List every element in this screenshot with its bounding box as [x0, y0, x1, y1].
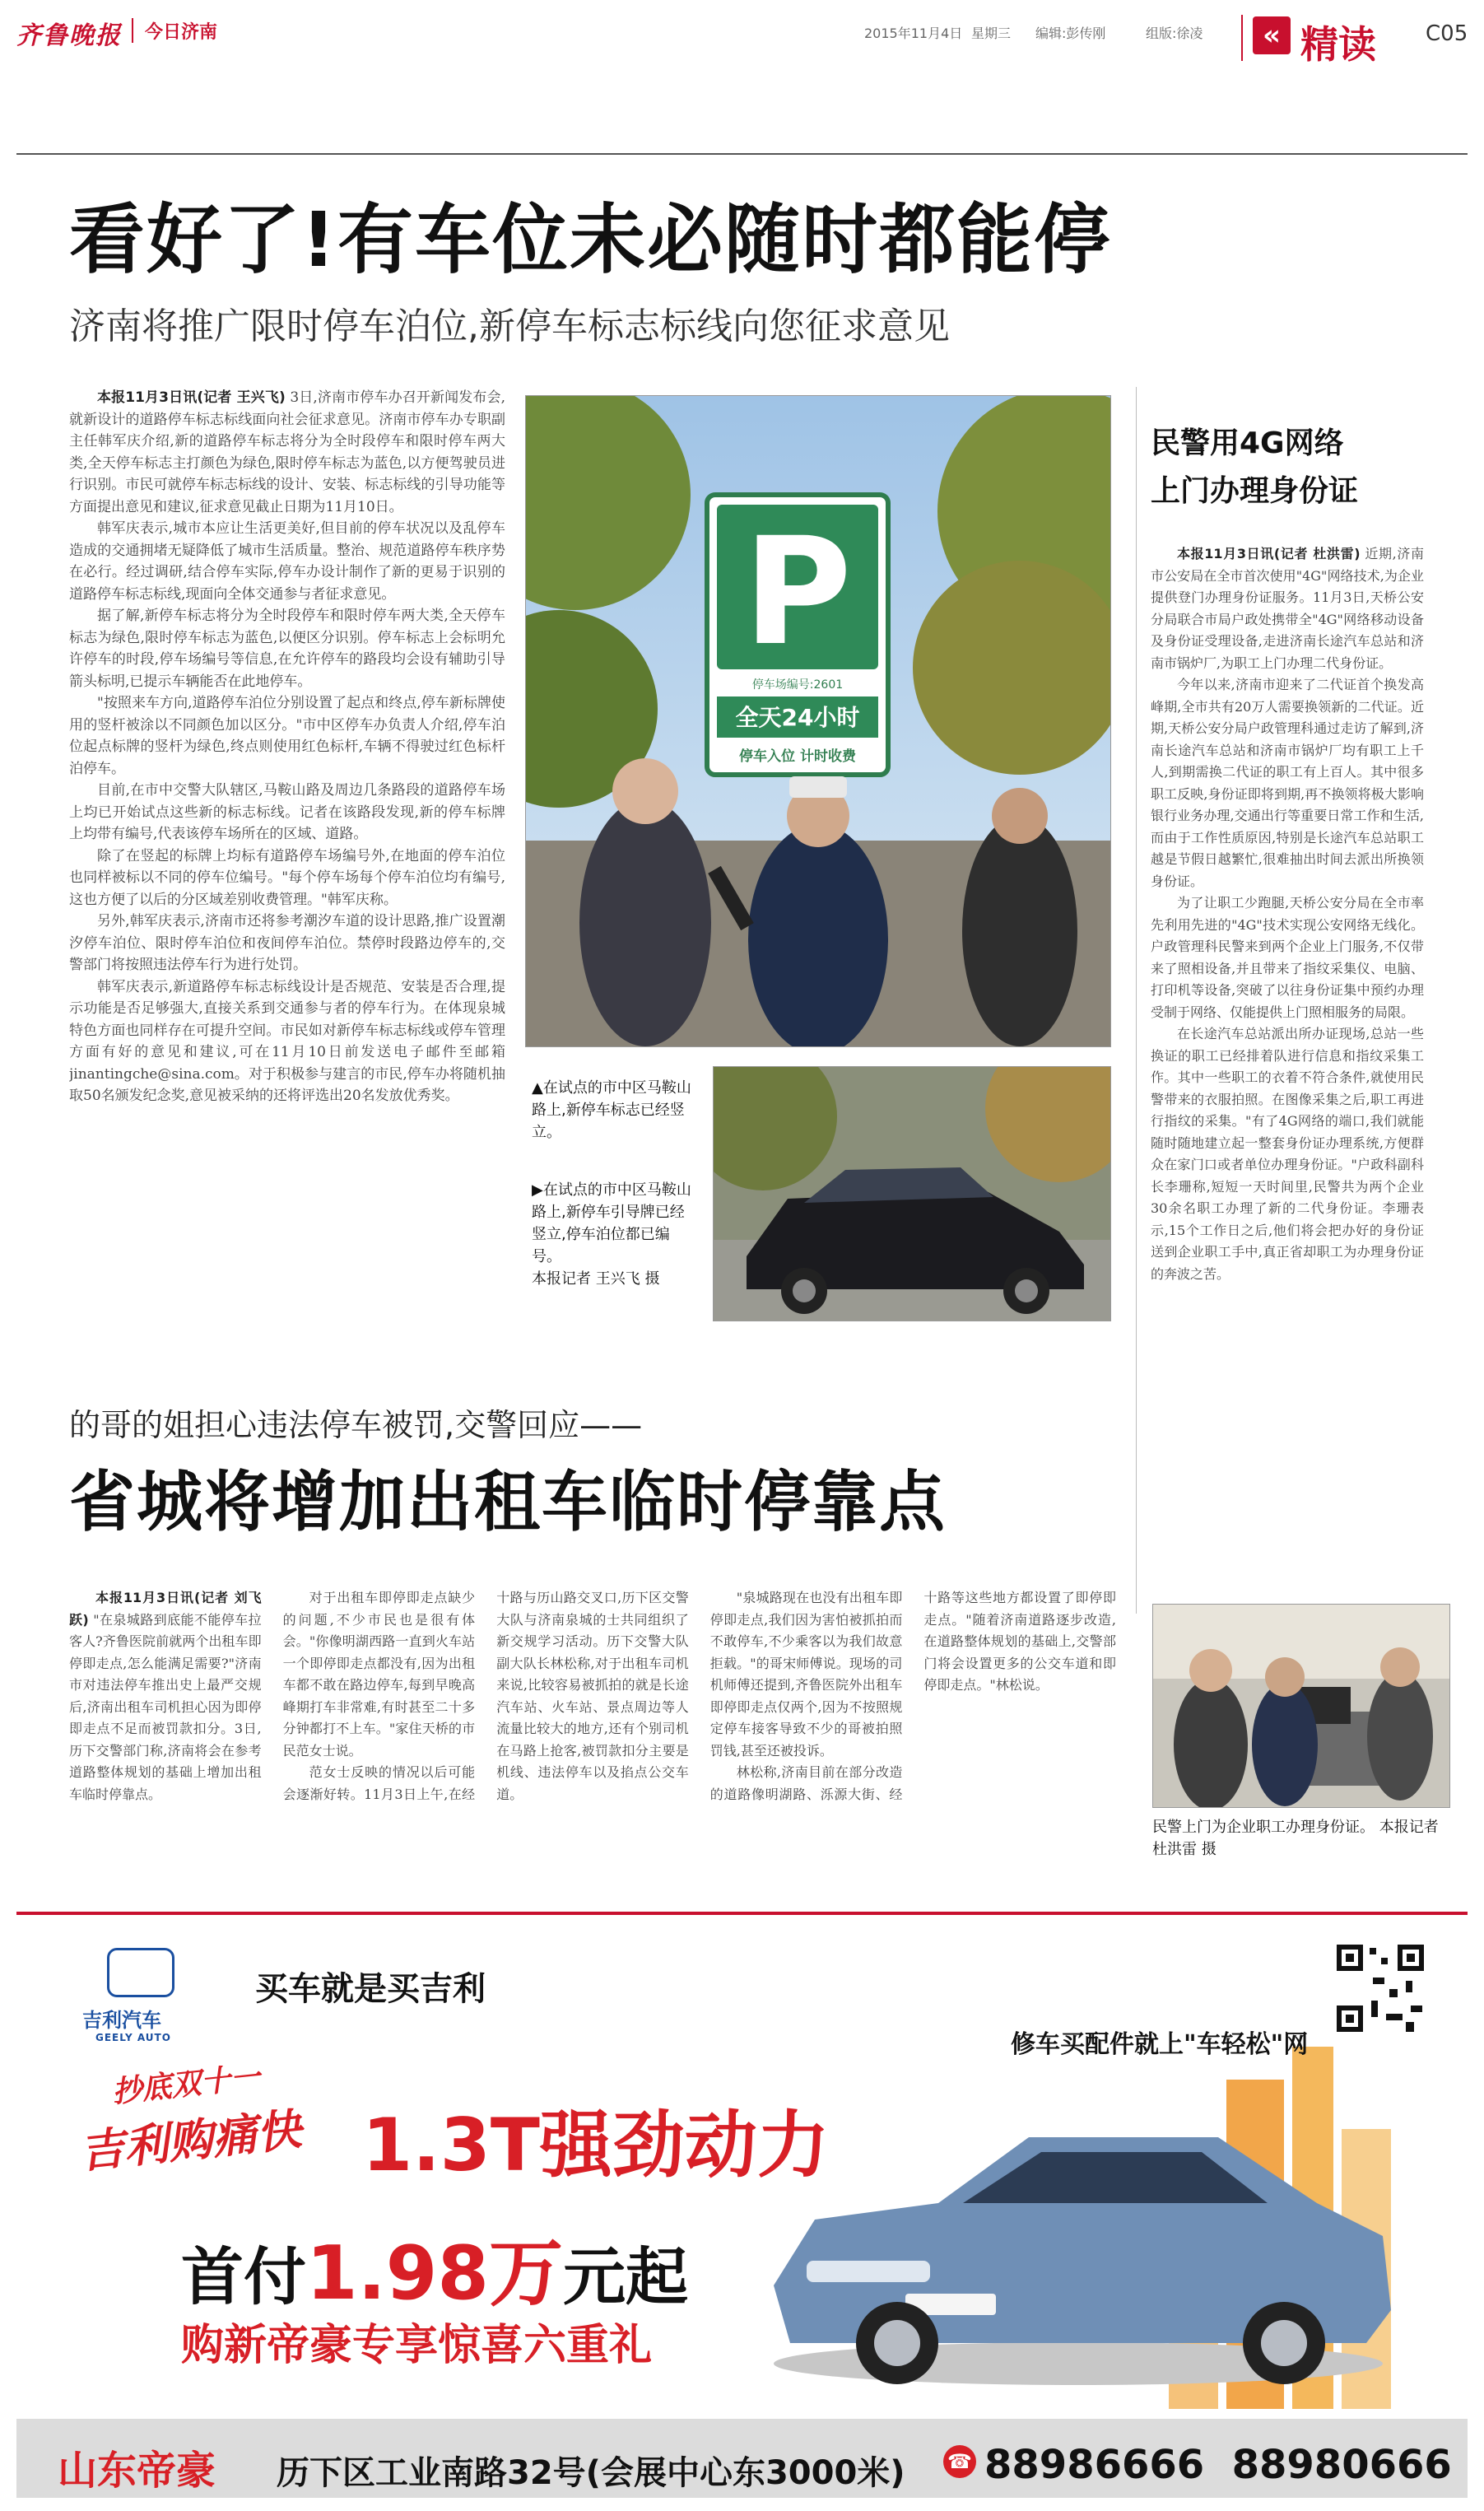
brand-name: 吉利汽车: [82, 2009, 161, 2032]
paragraph: "按照来车方向,道路停车泊位分别设置了起点和终点,停车新标牌使用的竖杆被涂以不同颜色加以区分。"市中区停车办负责人介绍,停车泊位起点标牌的竖杆为绿色,终点则使用红色标杆,车辆不得驶过红色标杆泊停车。: [69, 695, 505, 777]
photo-parked-car: [713, 1066, 1111, 1321]
caption-id-service: 民警上门为企业职工办理身份证。 本报记者 杜洪雷 摄: [1152, 1819, 1439, 1858]
parking-sign-photo-graphic: [526, 396, 1110, 1046]
sign-note: 停车入位 计时收费: [739, 748, 856, 765]
channel-name: 精读: [1300, 22, 1376, 67]
paragraph: 对于出租车即停即走点缺少的问题,不少市民也是很有体会。"你像明湖西路一直到火车站一个即停即走点都没有,因为出租车都不敢在路边停车,每到早晚高峰期打车非常难,有时甚至二十多分钟都打不上车。"家住天桥的市民范女士说。: [282, 1590, 476, 1759]
qr-code-icon: [1332, 1940, 1429, 2037]
photo-id-service: [1152, 1604, 1450, 1808]
chevron-left-icon: «: [1253, 16, 1291, 54]
ad-slogan: 买车就是买吉利: [255, 1970, 486, 2008]
article-taxi-body: [69, 1587, 1116, 1885]
paragraph: 除了在竖起的标牌上均标有道路停车场编号外,在地面的停车泊位也同样被标以不同的停车位编号。"每个停车场每个停车泊位均有编号,这也方便了以后的分区域差别收费管理。"韩军庆称。: [69, 847, 505, 908]
headline-4g-line1: 民警用4G网络: [1151, 426, 1344, 460]
caption-sign: ▲在试点的市中区马鞍山路上,新停车标志已经竖立。: [532, 1079, 691, 1141]
paragraph: 近期,济南市公安局在全市首次使用"4G"网络技术,为企业提供登门办理身份证服务。11月3日,天桥公安分局联合市局户政处携带全"4G"网络移动设备及身份证受理设备,走进济南长途汽车总站和济南市锅炉厂,为职工上门办理二代身份证。: [1151, 546, 1424, 671]
brand-name-en: GEELY AUTO: [95, 2032, 171, 2043]
right-column-divider: [1136, 387, 1137, 1614]
paragraph: 在长途汽车总站派出所办证现场,总站一些换证的职工已经排着队进行信息和指纹采集工作。其中一些职工的衣着不符合条件,就使用民警带来的衣服拍照。在图像采集之后,职工再进行指纹的采集。"有了4G网络的端口,我们就能随时随地建立起一整套身份证办理系统,方便群众在家门口或者单位办理身份证。"户政科副科长李珊称,短短一天时间里,民警共为两个企业30余名职工办理了新的二代身份证。李珊表示,15个工作日之后,他们将会把办好的身份证送到企业职工手中,真正省却职工为办理身份证的奔波之苦。: [1151, 1026, 1424, 1282]
kicker-taxi: 的哥的姐担心违法停车被罚,交警回应——: [69, 1407, 643, 1443]
headline-4g: [1151, 420, 1358, 515]
promo-double-eleven: 抄底双十一: [110, 2060, 262, 2110]
paragraph: 另外,韩军庆表示,济南市还将参考潮汐车道的设计思路,推广设置潮汐停车泊位、限时停车泊位和夜间停车泊位。禁停时段路边停车的,交警部门将按照违法停车行为进行处罚。: [69, 913, 505, 973]
down-payment-prefix: 首付: [181, 2240, 306, 2313]
article-parking-body: [69, 387, 505, 1350]
paragraph: 今年以来,济南市迎来了二代证首个换发高峰期,全市共有20万人需要换领新的二代证。近期,天桥公安分局户政管理科通过走访了解到,济南长途汽车总站和济南市锅炉厂均有职工上千人,到期需换二代证的职工有上百人。其中很多职工反映,身份证即将到期,再不换领将极大影响银行业务办理,交通出行等重要日常工作和生活,而由于工作性质原因,特别是长途汽车总站职工越是节假日越繁忙,很难抽出时间去派出所换领身份证。: [1151, 677, 1424, 889]
dealer-name: 山东帝豪: [58, 2448, 216, 2494]
masthead: [16, 15, 1468, 67]
page-number: C05: [1426, 21, 1468, 46]
headline-parking: 看好了!有车位未必随时都能停: [69, 196, 1111, 284]
issue-date: 2015年11月4日: [864, 26, 963, 41]
masthead-divider: [132, 18, 133, 43]
paragraph: 韩军庆表示,城市本应让生活更美好,但目前的停车状况以及乱停车造成的交通拥堵无疑降低了城市生活质量。整治、规范道路停车秩序势在必行。经过调研,结合停车实际,停车办设计制作了新的更易于识别的道路停车标志标线,现面向全体交通参与者征求意见。: [69, 520, 505, 603]
geely-advertisement: [16, 1912, 1468, 2498]
editor-credit: 编辑:彭传刚: [1035, 26, 1106, 41]
paragraph: 据了解,新停车标志将分为全时段停车和限时停车两大类,全天停车标志为绿色,限时停车标志为蓝色,以便区分识别。停车标志上会标明允许停车的时段,停车场编号等信息,在允许停车的路段均会设有辅助引导箭头标明,已提示车辆能否在此地停车。: [69, 608, 505, 690]
sign-lot-number: 停车场编号:2601: [751, 678, 844, 692]
issue-weekday: 星期三: [971, 26, 1012, 41]
sign-hours: 全天24小时: [735, 704, 860, 731]
paragraph: 目前,在市中交警大队辖区,马鞍山路及周边几条路段的道路停车场上均已开始试点这些新的标志标线。记者在该路段发现,新的停车标牌上均带有编号,代表该停车场所在的区域、道路。: [69, 782, 505, 842]
gift-offer: 购新帝豪专享惊喜六重礼: [181, 2321, 653, 2370]
geely-logo-icon: [107, 1948, 174, 1997]
byline-4g: 本报11月3日讯(记者 杜洪雷): [1177, 546, 1361, 561]
headline-4g-line2: 上门办理身份证: [1151, 474, 1359, 508]
promo-geely-shopping: 吉利购痛快: [77, 2103, 304, 2178]
paragraph: 为了让职工少跑腿,天桥公安分局在全市率先利用先进的"4G"技术实现公安网络无线化。户政管理科民警来到两个企业上门服务,不仅带来了照相设备,并且带来了指纹采集仪、电脑、打印机等设备,突破了以往身份证集中预约办理受制于网络、仅能提供上门照相服务的局限。: [1151, 895, 1424, 1020]
id-service-photo-graphic: [1153, 1605, 1449, 1807]
repair-site-note: 修车买配件就上"车轻松"网: [1011, 2030, 1309, 2059]
paragraph: 3日,济南市停车办召开新闻发布会,就新设计的道路停车标志标线面向社会征求意见。济南市停车办专职副主任韩军庆介绍,新的道路停车标志将分为全时段停车和限时停车两大类,全天停车标志主打颜色为绿色,限时停车标志为蓝色,以方便驾驶员进行识别。市民可就停车标志标线的设计、安装、标志标线的引导功能等方面提出意见和建议,征求意见截止日期为11月10日。: [69, 389, 505, 515]
phone-icon: ☎: [943, 2445, 976, 2478]
section-name: 今日济南: [145, 22, 218, 43]
headline-taxi: 省城将增加出租车临时停靠点: [69, 1464, 947, 1540]
paragraph: 林松称,济南目前在部分改造的道路像明湖路、泺源大街、经十路等这些地方都设置了即停即走点。"随着济南道路逐步改造,在道路整体规划的基础上,交警部门将会设置更多的公交车道和即停即走点。"林松说。: [709, 1590, 1116, 1802]
article-4g-body: [1151, 543, 1424, 1572]
down-payment: [181, 2213, 688, 2320]
caption-credit-parking: 本报记者 王兴飞 摄: [532, 1270, 660, 1288]
paper-name: 齐鲁晚报: [16, 21, 122, 50]
dealer-address: 历下区工业南路32号(会展中心东3000米): [277, 2454, 905, 2492]
subheadline-parking: 济南将推广限时停车泊位,新停车标志标线向您征求意见: [69, 305, 950, 347]
dealer-phones: [984, 2442, 1452, 2488]
byline-parking: 本报11月3日讯(记者 王兴飞): [97, 389, 286, 406]
photo-parking-sign: [525, 395, 1111, 1047]
phone-number-1: 88986666: [984, 2442, 1205, 2488]
channel-tab: [1241, 15, 1399, 67]
sign-letter: P: [743, 506, 852, 678]
masthead-blank: [16, 76, 1468, 142]
top-rule: [16, 153, 1468, 155]
engine-tagline: 1.3T强劲动力: [362, 2103, 830, 2187]
down-payment-suffix: 元起: [563, 2240, 689, 2313]
byline-taxi: 本报11月3日讯(记者 刘飞跃): [69, 1590, 262, 1628]
paragraph: "在泉城路到底能不能停车拉客人?齐鲁医院前就两个出租车即停即走点,怎么能满足需要?"济南市对违法停车推出史上最严交规后,济南出租车司机担心因为即停即走点不足而被罚款扣分。3日,历下交警部门称,济南将会在参考道路整体规划的基础上增加出租车临时停靠点。: [69, 1611, 262, 1802]
caption-car: ▶在试点的市中区马鞍山路上,新停车引导牌已经竖立,停车泊位都已编号。: [532, 1181, 691, 1265]
car-graphic: [757, 2080, 1399, 2392]
down-payment-amount: 1.98万: [306, 2230, 564, 2317]
layout-credit: 组版:徐凌: [1146, 26, 1203, 41]
paragraph: 范女士反映的情况以后可能会逐渐好转。11月3日上午,在经十路与历山路交叉口,历下区交警大队与济南泉城的士共同组织了新交规学习活动。历下交警大队副大队长林松称,对于出租车司机来说,比较容易被抓拍的就是长途汽车站、火车站、景点周边等人流量比较大的地方,还有个别司机在马路上抢客,被罚款扣分主要是机线、违法停车以及掐点公交车道。: [282, 1590, 689, 1802]
phone-number-2: 88980666: [1231, 2442, 1452, 2488]
parked-car-photo-graphic: [714, 1067, 1110, 1321]
paragraph: "泉城路现在也没有出租车即停即走点,我们因为害怕被抓拍而不敢停车,不少乘客以为我们故意拒载。"的哥宋师傅说。现场的司机师傅还提到,齐鲁医院外出租车即停即走点仅两个,因为不按照规定停车接客导致不少的哥被拍照罚钱,甚至还被投诉。: [709, 1590, 903, 1759]
paragraph: 韩军庆表示,新道路停车标志标线设计是否规范、安装是否合理,提示功能是否足够强大,直接关系到交通参与者的停车行为。在体现泉城特色方面也同样存在可提升空间。市民如对新停车标志标线或停车管理方面有好的意见和建议,可在11月10日前发送电子邮件至邮箱jinantingche@sina.com。对于积极参与建言的市民,停车办将随机抽取50名颁发纪念奖,意见被采纳的还将评选出20名发放优秀奖。: [69, 978, 505, 1104]
